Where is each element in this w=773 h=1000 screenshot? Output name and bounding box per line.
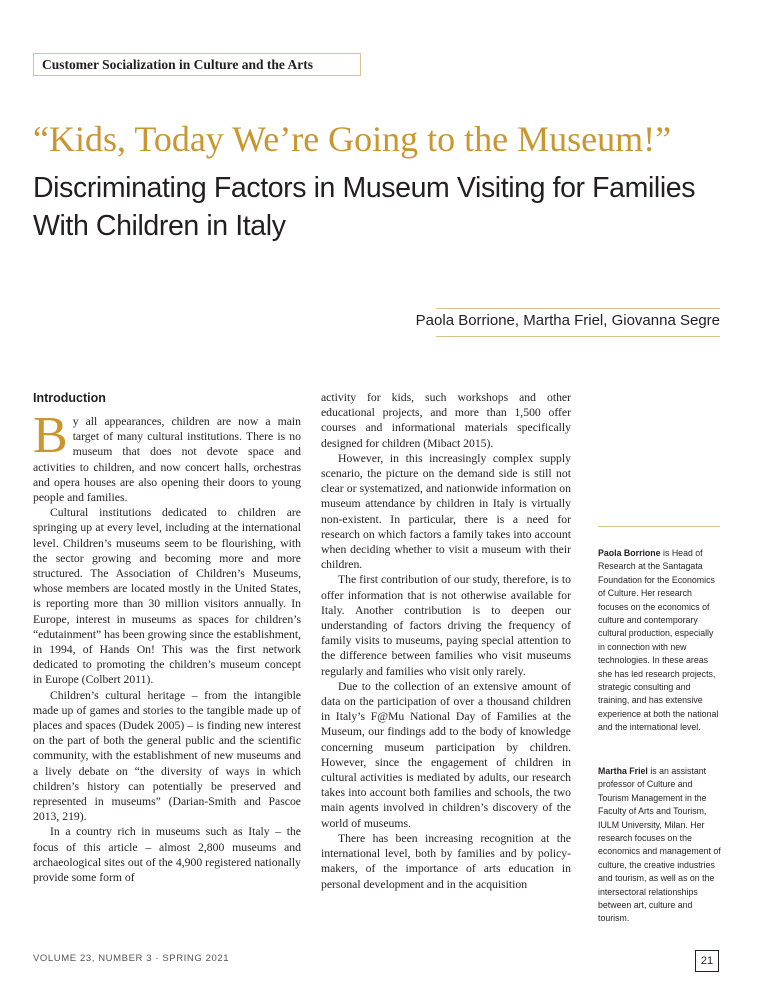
authors-top-rule (436, 308, 720, 309)
paragraph (33, 407, 301, 505)
author-bio-borrione (598, 547, 722, 735)
paragraph: In a country rich in museums such as Italy – the focus of this article – almost 2,800 museums and archaeological sites out of the 4,900 registered nationally provide some form of (33, 825, 301, 885)
authors-bottom-rule (436, 336, 720, 337)
paragraph-text: y all appearances, children are now a main target of many cultural institutions. There is no museum that does not devote space and activities to children, and now concert halls, orchestras and opera houses are also opening their doors to young people and families. (33, 415, 301, 505)
article-title: “Kids, Today We’re Going to the Museum!” (33, 119, 672, 159)
bio-text: is an assistant professor of Culture and Tourism Management in the Faculty of Arts and Tourism, IULM University, Milan. Her research focuses on the economics and management of culture, the creative industries and tourism, as well as on the intersectoral relationships between art, culture and tourism. (598, 766, 721, 924)
section-tag: Customer Socialization in Culture and the Arts (33, 53, 361, 76)
paragraph: There has been increasing recognition at the international level, both by families and by policy-makers, of the importance of arts education in personal development and in the acquisition (321, 831, 571, 891)
text-column-2 (321, 390, 571, 892)
page-number: 21 (695, 950, 719, 972)
author-list: Paola Borrione, Martha Friel, Giovanna Segre (415, 312, 720, 329)
author-bio-friel (598, 765, 722, 926)
paragraph: The first contribution of our study, therefore, is to offer information that is not otherwise available for Italy. Another contribution is to deepen our understanding of factors driving the frequency of family visits to museums, paying special attention to the difference between families who visit museums regularly and families who visit only rarely. (321, 573, 571, 678)
paragraph: Cultural institutions dedicated to children are springing up at every level, including at the international level. Children’s museums seem to be flourishing, with the sector growing and becoming more and more structured. The Association of Children’s Museums, whose members are located mostly in the United States, is reporting more than 30 million visitors annually. In Europe, interest in museums as spaces for children’s “edutainment” has been growing since the establishment, in 1994, of Hands On! This was the first network dedicated to promoting the children’s museum concept in Europe (Colbert 2011). (33, 506, 301, 687)
drop-cap: B (33, 407, 68, 464)
section-heading-introduction: Introduction (33, 391, 106, 405)
article-subtitle: Discriminating Factors in Museum Visiting for Families With Children in Italy (33, 172, 696, 242)
bio-name: Martha Friel (598, 766, 648, 776)
journal-footer: VOLUME 23, NUMBER 3 · SPRING 2021 (33, 953, 230, 964)
paragraph: activity for kids, such workshops and other educational projects, and more than 1,500 offer courses and informational materials specifically designed for children (Mibact 2015). (321, 391, 571, 450)
paragraph: Children’s cultural heritage – from the intangible made up of games and stories to the tangible made up of places and spaces (Dudek 2005) – is finding new interest on the part of both the general public and the scientific community, with the establishment of new museums and a lively debate on “the diversity of ways in which children’s history can potentially be preserved and represented in museums” (Darian-Smith and Pascoe 2013, 219). (33, 688, 301, 824)
paragraph: However, in this increasingly complex supply scenario, the picture on the demand side is still not clear or systematized, and nationwide information on museum attendance by children in Italy is virtually non-existent. In particular, there is a need for research on which factors a family takes into account when deciding whether to visit a museum with their children. (321, 451, 571, 572)
bio-name: Paola Borrione (598, 548, 661, 558)
text-column-1 (33, 390, 301, 885)
bio-top-rule (598, 526, 720, 527)
bio-text: is Head of Research at the Santagata Foundation for the Economics of Culture. Her research focuses on the economics of culture and contemporary cultural production, especially in connection with new technologies. In these areas she has led research projects, strategic consulting and training, and has extensive experience at both the national and the international level. (598, 548, 719, 733)
paragraph: Due to the collection of an extensive amount of data on the participation of over a thousand children in Italy’s F@Mu National Day of Families at the Museum, our findings add to the body of knowledge concerning museum participation by children. However, since the engagement of children in cultural activities is mediated by adults, our research takes into account both families and schools, the two main agents involved in children’s discovery of the world of museums. (321, 679, 571, 830)
